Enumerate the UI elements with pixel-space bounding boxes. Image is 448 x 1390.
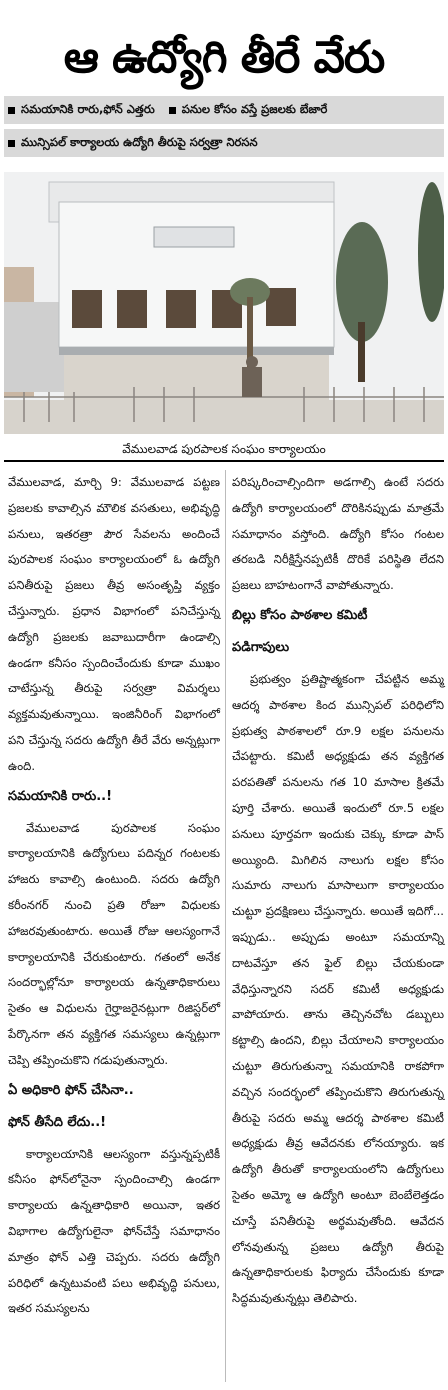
bullet-icon bbox=[8, 107, 15, 114]
section-heading: సమయానికి రారు..! bbox=[8, 788, 112, 804]
subdeck bbox=[4, 96, 444, 157]
subdeck-row-2 bbox=[4, 129, 444, 157]
paragraph: వేములవాడ పురపాలక సంఘం కార్యాలయానికి ఉద్యోగులు పదిన్నర గంటలకు హాజరు కావాల్సి ఉంటుంది. సదరు ఉద్యోగి కరీంనగర్ నుంచి ప్రతి రోజూ విధులకు హాజరవుతుంటారు. అయితే రోజు ఆలస్యంగానే కార్యాలయానికి చేరుకుంటారు. గతంలో అనేక సందర్భాల్లోనూ కార్యాలయ ఉన్నతాధికారులు సైతం ఆ విధులను గైర్హాజరైనట్లుగా రిజిస్టర్‌లో పేర్కొనగా తన వ్యక్తిగత సమస్యలు ఉన్నట్లుగా చెప్పి తప్పించుకొని గడుపుతున్నారు. bbox=[8, 820, 220, 1067]
paragraph: పరిష్కరించాల్సిందిగా అడగాల్సి ఉంటే సదరు ఉద్యోగి కార్యాలయంలో దొరికినప్పుడు మాత్రమే సమాధానం వస్తోంది. ఉద్యోగి కోసం గంటల తరబడి నిరీక్షిస్తేనప్పటికీ దొరికే పరిస్థితి లేదని ప్రజలు బాహటంగానే వాపోతున్నారు. bbox=[232, 475, 444, 593]
section-heading: బిల్లు కోసం పాఠశాల కమిటీ bbox=[232, 607, 368, 623]
paragraph: వేములవాడ, మార్చి 9: వేములవాడ పట్టణ ప్రజలకు కావాల్సిన మౌలిక వసతులు, అభివృద్ధి పనులు, ఇతరత్రా పౌర సేవలను అందించే పురపాలక సంఘం కార్యాలయంలో ఓ ఉద్యోగి పనితీరుపై ప్రజలు తీవ్ర అసంతృప్తి వ్యక్తం చేస్తున్నారు. ప్రధాన విభాగంలో పనిచేస్తున్న ఉద్యోగి ప్రజలకు జవాబుదారీగా ఉండాల్సి ఉండగా కనీసం స్పందించేందుకు కూడా ముఖం చాటేస్తున్న తీరుపై సర్వత్రా విమర్శలు వ్యక్తమవుతున్నాయి. ఇంజినీరింగ్ విభాగంలో పని చేస్తున్న సదరు ఉద్యోగి తీరే వేరు అన్నట్లుగా ఉంది. bbox=[8, 475, 220, 773]
subhead-1: సమయానికి రారు,ఫోన్ ఎత్తరు bbox=[21, 101, 155, 116]
section-heading: ఏ అధికారి ఫోన్ చేసినా.. bbox=[8, 1082, 134, 1098]
subdeck-row-1 bbox=[4, 96, 444, 124]
office-building-photo bbox=[4, 172, 444, 434]
paragraph: ప్రభుత్వం ప్రతిష్టాత్మకంగా చేపట్టిన అమ్మ ఆదర్శ పాఠశాల కింద మున్సిపల్ పరిధిలోని ప్రభుత్వ పాఠశాలలో రూ.9 లక్షల పనులను చేపట్టారు. కమిటీ అధ్యక్షుడు తన వ్యక్తిగత పరపతితో పనులను గత 10 మాసాల క్రితమే పూర్తి చేశారు. అయితే ఇందులో రూ.5 లక్షల పనులు పూర్తవగా ఇందుకు చెక్కు కూడా పాస్ అయ్యింది. మిగిలిన నాలుగు లక్షల కోసం సుమారు నాలుగు మాసాలుగా కార్యాలయం చుట్టూ ప్రదక్షిణలు చేస్తున్నారు. అయితే ఇదిగో... ఇప్పుడు.. అప్పుడు అంటూ సమయాన్ని దాటవేస్తూ తన ఫైల్‌ బిల్లు చేయకుండా వేధిస్తున్నారని సదర్ కమిటీ అధ్యక్షుడు వాపోయారు. తాను తెచ్చినచోట డబ్బులు కట్టాల్సి ఉందని, బిల్లు చేయాలని కార్యాలయం చుట్టూ తిరుగుతున్నా సమయానికి రాకపోగా వచ్చిన సందర్భంలో తప్పించుకొని తిరుగుతున్న తీరుపై సదరు అమ్మ ఆదర్శ పాఠశాల కమిటీ అధ్యక్షుడు తీవ్ర ఆవేదనకు లోనయ్యారు. ఇక ఉద్యోగి తీరుతో కార్యాలయంలోని ఉద్యోగులు సైతం అమ్మో ఆ ఉద్యోగి అంటూ బెంబేలెత్తడం చూస్తే పనితీరుపై అర్థమవుతోంది. ఆవేదన లోనవుతున్న ప్రజలు ఉద్యోగి తీరుపై ఉన్నతాధికారులకు ఫిర్యాదు చేసేందుకు కూడా సిద్ధమవుతున్నట్లు తెలిపారు. bbox=[232, 671, 444, 1306]
subhead-3: మున్సిపల్ కార్యాలయ ఉద్యోగి తీరుపై సర్వత్రా నిరసన bbox=[21, 134, 258, 149]
subhead-2: పనుల కోసం వస్తే ప్రజలకు బేజారే bbox=[181, 101, 328, 116]
headline: ఆ ఉద్యోగి తీరే వేరు bbox=[63, 32, 385, 83]
office-building-illustration bbox=[4, 172, 444, 434]
photo-caption: వేములవాడ పురపాలక సంఘం కార్యాలయం bbox=[4, 438, 444, 462]
section-heading: పడిగాపులు bbox=[232, 639, 290, 655]
section-heading: ఫోన్ తీసేది లేదు..! bbox=[8, 1114, 107, 1130]
left-column bbox=[8, 470, 220, 1322]
paragraph: కార్యాలయానికి ఆలస్యంగా వస్తున్నప్పటికీ కనీసం ఫోన్‌లోనైనా స్పందించాల్సి ఉండగా కార్యాలయ ఉన్నతాధికారి అయినా, ఇతర విభాగాల ఉద్యోగులైనా ఫోన్‌చేస్తే సమాధానం మాత్రం ఫోన్ ఎత్తి చెప్పరు. సదరు ఉద్యోగి పరిధిలో ఉన్నటువంటి పలు అభివృద్ధి పనులు, ఇతర సమస్యలను bbox=[8, 1146, 220, 1316]
right-column bbox=[232, 470, 444, 1312]
column-divider bbox=[225, 470, 226, 1382]
bullet-icon bbox=[169, 107, 176, 114]
bullet-icon bbox=[8, 140, 15, 147]
